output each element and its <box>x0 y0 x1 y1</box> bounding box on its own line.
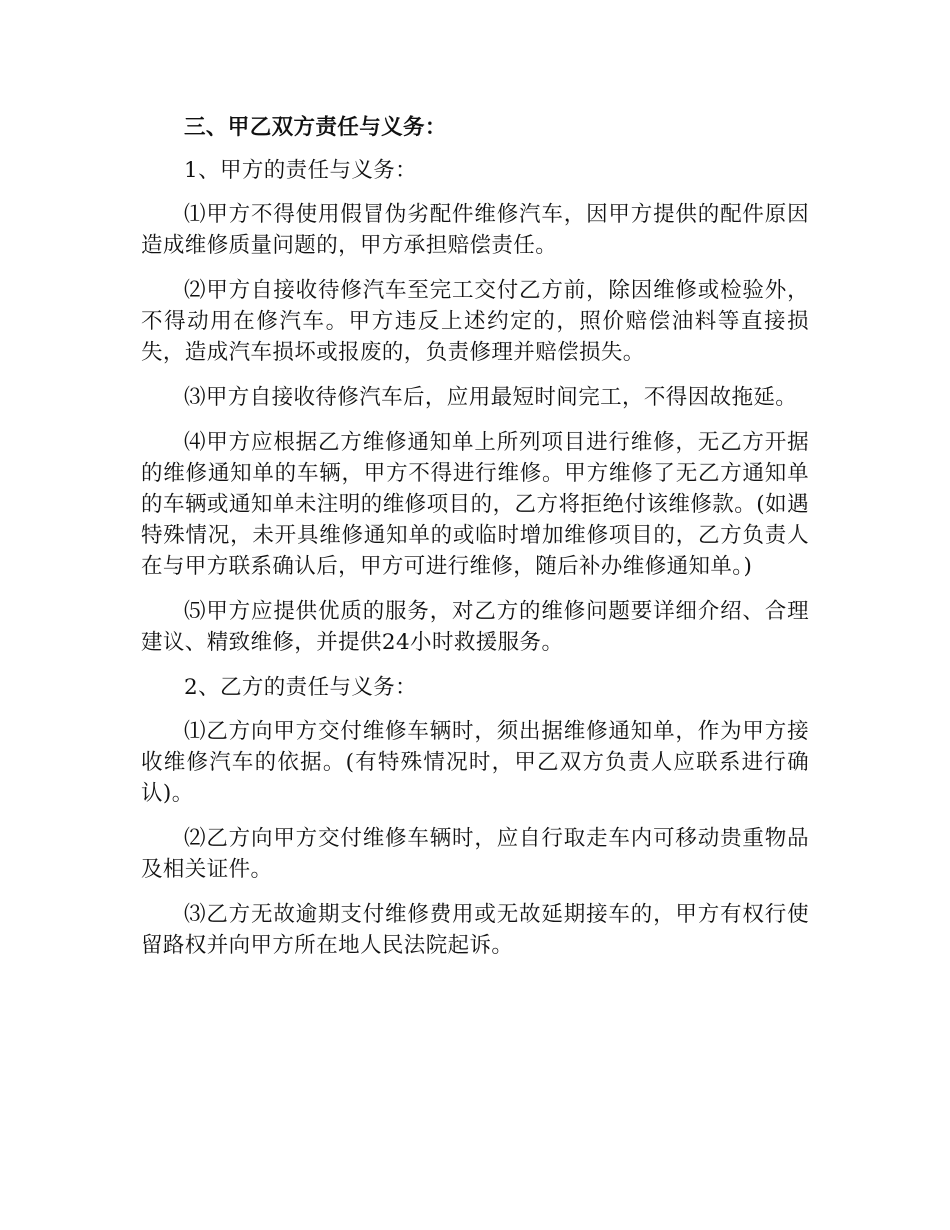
party-a-heading: 1、甲方的责任与义务： <box>184 158 418 183</box>
party-a-item-5: ⑸甲方应提供优质的服务，对乙方的维修问题要详细介绍、合理建议、精致维修，并提供24小时救援服务。 <box>141 599 809 655</box>
party-a-item-1: ⑴甲方不得使用假冒伪劣配件维修汽车，因甲方提供的配件原因造成维修质量问题的，甲方承担赔偿责任。 <box>141 202 809 258</box>
party-a-item-3: ⑶甲方自接收待修汽车后，应用最短时间完工，不得因故拖延。 <box>184 385 798 410</box>
party-a-item-4: ⑷甲方应根据乙方维修通知单上所列项目进行维修，无乙方开据的维修通知单的车辆，甲方不得进行维修。甲方维修了无乙方通知单的车辆或通知单未注明的维修项目的，乙方将拒绝付该维修款。(如遇特殊情况，未开具维修通知单的或临时增加维修项目的，乙方负责人在与甲方联系确认后，甲方可进行维修，随后补办维修通知单。) <box>141 430 809 579</box>
party-a-item-2: ⑵甲方自接收待修汽车至完工交付乙方前，除因维修或检验外，不得动用在修汽车。甲方违反上述约定的，照价赔偿油料等直接损失，造成汽车损坏或报废的，负责修理并赔偿损失。 <box>141 278 809 365</box>
party-b-item-2: ⑵乙方向甲方交付维修车辆时，应自行取走车内可移动贵重物品及相关证件。 <box>141 826 809 882</box>
party-b-heading: 2、乙方的责任与义务： <box>184 675 418 700</box>
section-heading: 三、甲乙双方责任与义务： <box>184 115 447 140</box>
party-b-item-3: ⑶乙方无故逾期支付维修费用或无故延期接车的，甲方有权行使留路权并向甲方所在地人民法院起诉。 <box>141 902 809 958</box>
party-b-item-1: ⑴乙方向甲方交付维修车辆时，须出据维修通知单，作为甲方接收维修汽车的依据。(有特殊情况时，甲乙双方负责人应联系进行确认)。 <box>141 719 809 806</box>
document-body <box>141 112 809 975</box>
